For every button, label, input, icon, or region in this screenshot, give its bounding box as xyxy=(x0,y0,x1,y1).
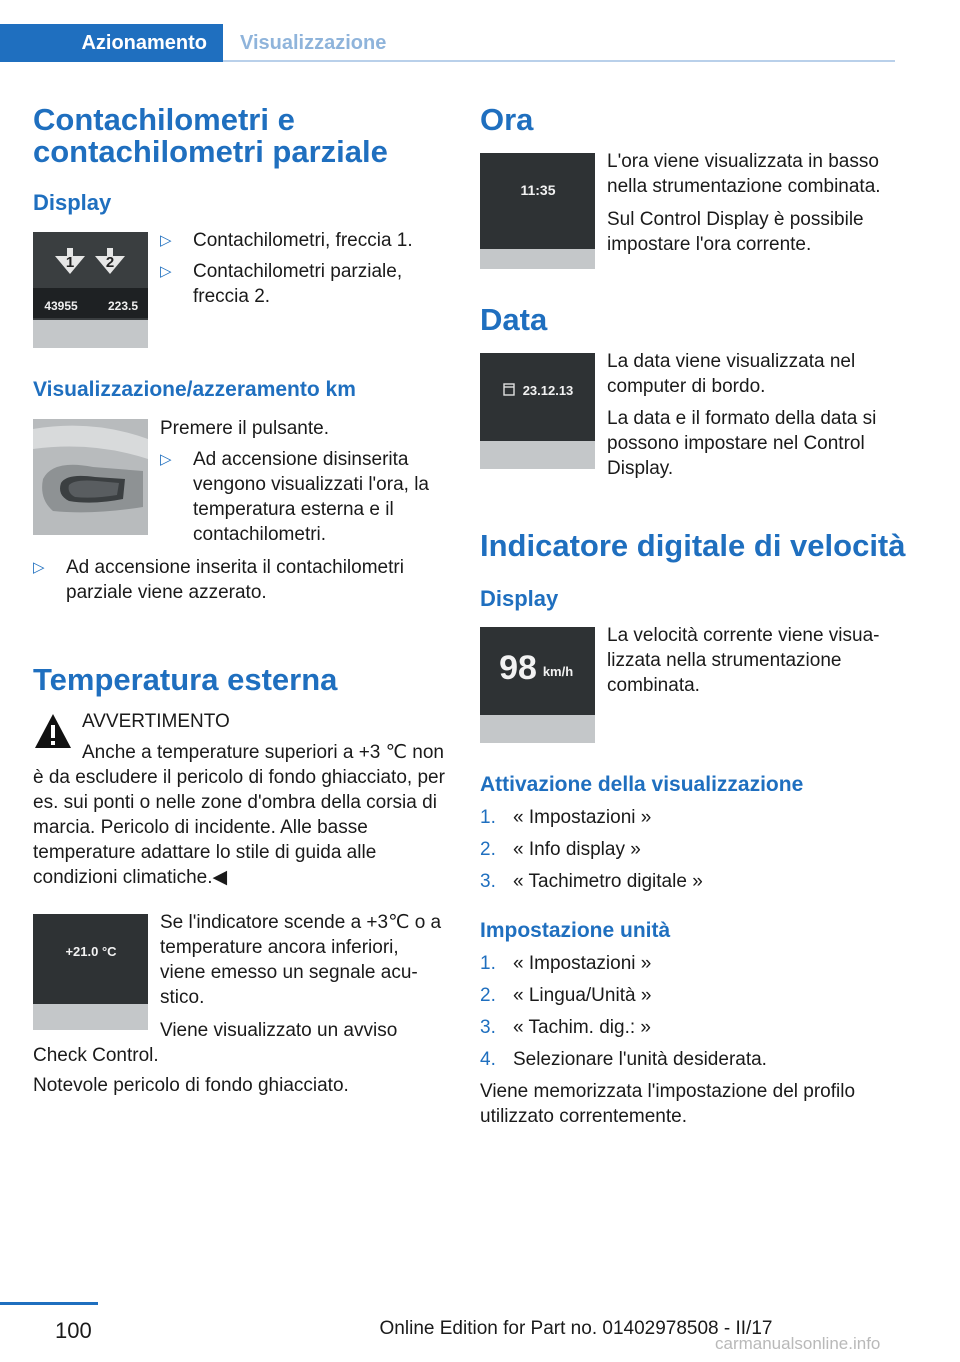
speed-unit: km/h xyxy=(542,664,574,679)
watermark: carmanualsonline.info xyxy=(715,1334,881,1353)
arrow-label-2: 2 xyxy=(105,254,115,271)
temperature-value: +21.0 °C xyxy=(65,944,117,959)
list-item: 2. « Lingua/Unità » xyxy=(480,983,900,1015)
step-text: « Impostazioni » xyxy=(513,953,652,974)
time-para-1: L'ora viene visualizzata in basso nella strumentazione combinata. xyxy=(607,151,881,197)
date-para-1: La data viene visualizzata nel computer di bordo. xyxy=(607,351,856,397)
list-item: 1. « Impostazioni » xyxy=(480,805,900,837)
edition-text: Online Edition for Part no. 01402978508 - II/17 xyxy=(379,1318,773,1339)
list-item: 3. « Tachimetro digitale » xyxy=(480,869,900,901)
list-item: 2. « Info display » xyxy=(480,837,900,869)
triangle-bullet-icon: ▷ xyxy=(160,451,172,468)
clock-display-image xyxy=(480,153,595,269)
step-text: Selezionare l'unità desiderata. xyxy=(513,1049,767,1070)
section-title-date: Data xyxy=(480,302,548,337)
time-para-2: Sul Control Display è possibile impostare l'ora corrente. xyxy=(607,209,864,255)
list-item xyxy=(160,228,445,253)
units-steps xyxy=(480,951,900,1079)
trip-value: 223.5 xyxy=(107,299,139,313)
step-text: « Tachimetro digitale » xyxy=(513,871,703,892)
bullet-text: Contachilometri parziale, freccia 2. xyxy=(193,261,403,307)
clock-value: 11:35 xyxy=(520,182,556,198)
odometer-value: 43955 xyxy=(44,299,78,313)
header-divider xyxy=(223,60,895,62)
arrow-label-1: 1 xyxy=(65,254,75,271)
step-text: « Lingua/Unità » xyxy=(513,985,652,1006)
speed-display-image xyxy=(480,627,595,743)
date-para-2: La data e il formato della data si possono impostare nel Control Display. xyxy=(607,408,877,479)
list-item: 3. « Tachim. dig.: » xyxy=(480,1015,900,1047)
speed-para-1: La velocità corrente viene visualizzata nella strumentazione combinata. xyxy=(607,625,880,696)
bullet-text: Ad accensione disinserita vengono visualizzati l'ora, la temperatura esterna e il contachilometri. xyxy=(193,449,429,545)
date-display-image xyxy=(480,353,595,469)
speed-value: 98 xyxy=(499,649,537,687)
warning-text: Anche a temperature superiori a +3 ℃ non è da escludere il pericolo di fondo ghiacciato, per es. sui ponti o nelle zone d'ombra della corsia di marcia. Pericolo di incidente. Alle basse temperature adattare lo stile di guida alle condizioni climatiche.◀ xyxy=(33,742,445,888)
list-item: 4. Selezionare l'unità desiderata. xyxy=(480,1047,900,1079)
reset-intro: Premere il pulsante. xyxy=(160,418,329,439)
odometer-image xyxy=(33,232,148,348)
list-item xyxy=(160,259,445,309)
units-note: Viene memorizzata l'impostazione del profilo utilizzato correntemente. xyxy=(480,1081,856,1127)
temperature-display-image xyxy=(33,914,148,1030)
list-item xyxy=(160,447,445,547)
button-image xyxy=(33,419,148,535)
section-title-temperature: Temperatura esterna xyxy=(33,662,338,697)
activation-steps xyxy=(480,805,900,901)
section-title-time: Ora xyxy=(480,102,534,137)
step-text: « Impostazioni » xyxy=(513,807,652,828)
section-title-odometer: Contachilometri e contachilometri parziale xyxy=(33,102,388,169)
bullet-list-odometer xyxy=(160,228,445,309)
bullet-text: Contachilometri, freccia 1. xyxy=(193,230,413,251)
tab-visualizzazione[interactable]: Visualizzazione xyxy=(240,32,387,54)
triangle-bullet-icon: ▷ xyxy=(160,263,172,280)
section-title-units: Impostazione unità xyxy=(480,919,671,942)
odometer-display-graphic xyxy=(33,232,148,348)
step-text: « Tachim. dig.: » xyxy=(513,1017,652,1038)
step-text: « Info display » xyxy=(513,839,641,860)
temperature-para-1: Se l'indicatore scende a +3℃ o a temperature ancora inferiori, viene emesso un segnale acustico. xyxy=(160,912,442,1008)
warning-title: AVVERTIMENTO xyxy=(82,711,230,732)
section-title-reset: Visualizzazione/azzeramento km xyxy=(33,378,356,401)
temperature-para-3: Notevole pericolo di fondo ghiacciato. xyxy=(33,1075,349,1096)
reset-button-graphic xyxy=(33,419,148,535)
date-value: 23.12.13 xyxy=(522,383,574,398)
section-title-activation: Attivazione della visualizzazione xyxy=(480,773,804,796)
bullet-text: Ad accensione inserita il contachilometri parziale viene azzerato. xyxy=(66,557,404,603)
list-item: 1. « Impostazioni » xyxy=(480,951,900,983)
page-number: 100 xyxy=(55,1318,92,1343)
footer-divider xyxy=(0,1302,98,1305)
section-title-speed: Indicatore digitale di velocità xyxy=(480,528,906,563)
triangle-bullet-icon: ▷ xyxy=(160,232,172,249)
temperature-para-2: Viene visualizzato un avviso Check Control. xyxy=(33,1020,398,1066)
subtitle-speed-display: Display xyxy=(480,586,559,611)
triangle-bullet-icon: ▷ xyxy=(33,559,45,576)
subtitle-display: Display xyxy=(33,190,112,215)
list-item xyxy=(33,555,445,605)
tab-azionamento[interactable]: Azionamento xyxy=(0,24,223,62)
